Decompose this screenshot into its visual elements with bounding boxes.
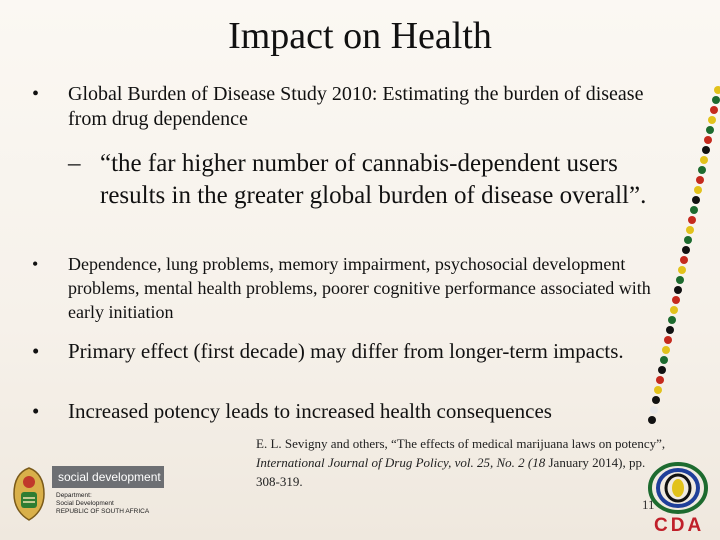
reference-authors: E. L. Sevigny and others, “The effects of medical marijuana laws on potency”,: [256, 436, 666, 451]
reference-journal: International Journal of Drug Policy, vol. 25, No. 2 (18: [256, 455, 546, 470]
reference-date-pages: January 2014), pp. 308-319.: [256, 455, 646, 489]
bullet-marker: •: [32, 254, 39, 274]
bead-strand: [648, 86, 720, 424]
cda-wordmark: CDA: [654, 515, 705, 536]
logo-line: Social Development: [56, 500, 114, 507]
bullet-marker: •: [32, 339, 40, 363]
sub-bullet-text: “the far higher number of cannabis-dependent users results in the greater global burden of disease overall”.: [100, 150, 647, 209]
bullet-text: Primary effect (first decade) may differ from longer-term impacts.: [68, 339, 624, 363]
beads-decoration: [600, 80, 720, 460]
logo-line: REPUBLIC OF SOUTH AFRICA: [56, 508, 150, 515]
logo-line: Department:: [56, 492, 92, 499]
logo-subtitle: [56, 492, 149, 516]
bullet-potency: [32, 398, 672, 425]
bullet-marker: •: [32, 83, 40, 105]
bullet-global-burden: [32, 82, 672, 132]
sub-bullet-quote: [68, 148, 678, 212]
bullet-dependence: [32, 252, 652, 324]
logo-title-bar: social development: [52, 466, 164, 488]
page-number: 11: [642, 497, 655, 512]
dash-marker: –: [68, 150, 81, 177]
coat-of-arms-icon: [8, 464, 50, 522]
bullet-text: Increased potency leads to increased health consequences: [68, 399, 552, 423]
bullet-text: Global Burden of Disease Study 2010: Estimating the burden of disease from drug dependence: [68, 83, 644, 130]
bullet-marker: •: [32, 399, 40, 423]
bullet-primary-effect: [32, 338, 652, 365]
bullet-text: Dependence, lung problems, memory impairment, psychosocial development problems, mental health problems, poorer cognitive performance associated with early initiation: [68, 254, 651, 322]
slide-title: Impact on Health: [228, 15, 492, 57]
department-logo: [4, 462, 164, 526]
